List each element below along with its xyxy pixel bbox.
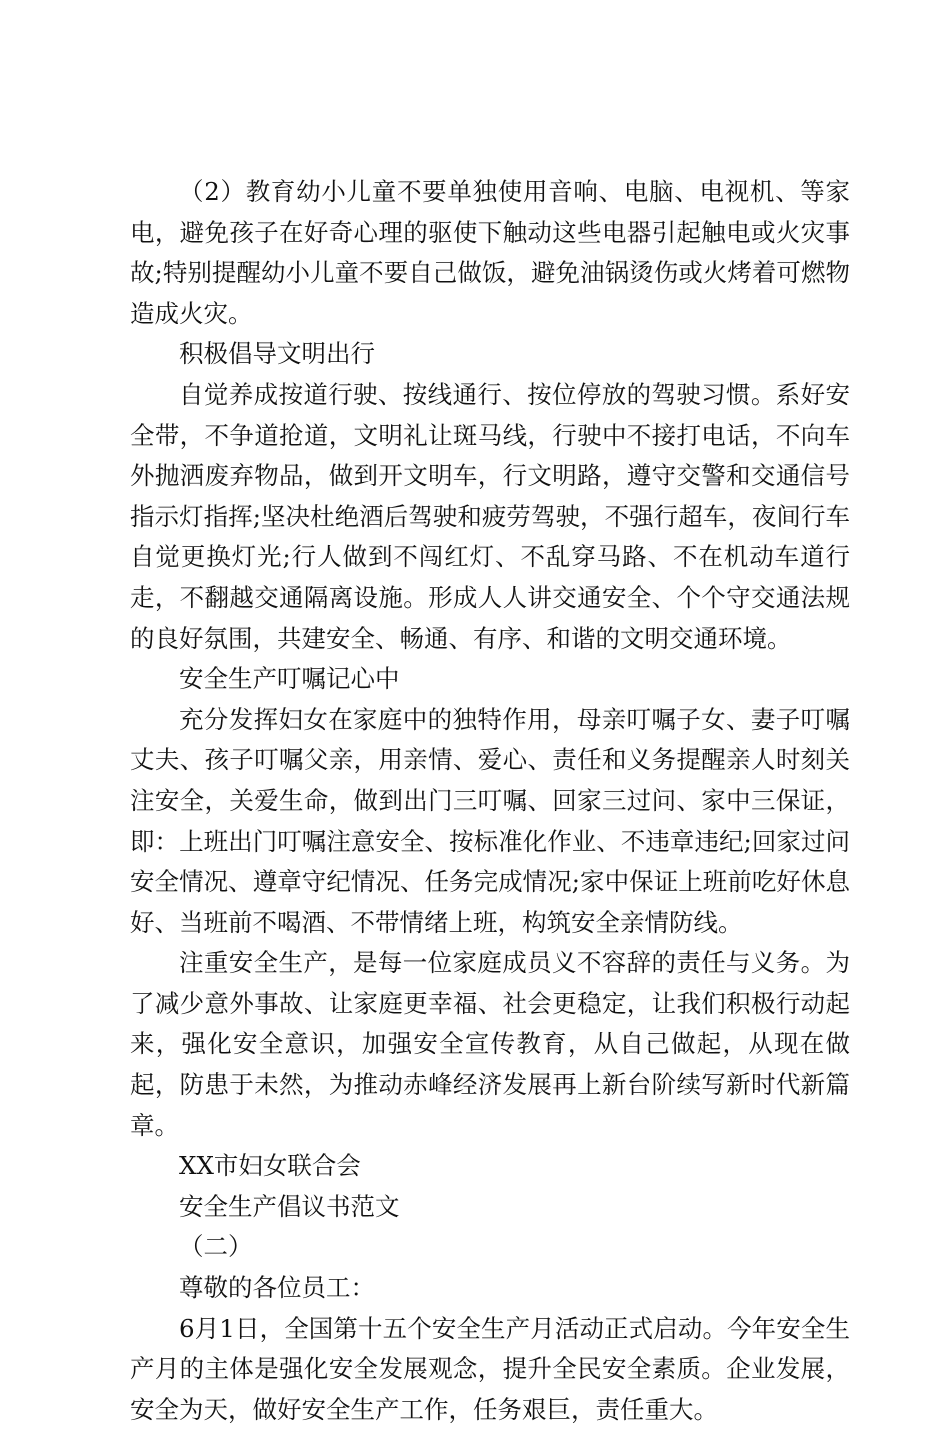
- paragraph-safety-responsibility: 注重安全生产，是每一位家庭成员义不容辞的责任与义务。为了减少意外事故、让家庭更幸福、社会更稳定，让我们积极行动起来，强化安全意识，加强安全宣传教育，从自己做起，从现在做起，防患于未然，为推动赤峰经济发展再上新台阶续写新时代新篇章。: [130, 948, 850, 1140]
- salutation: 尊敬的各位员工：: [179, 1273, 375, 1303]
- heading-civilized-travel: 积极倡导文明出行: [179, 339, 375, 369]
- paragraph-traffic-rules: 自觉养成按道行驶、按线通行、按位停放的驾驶习惯。系好安全带，不争道抢道，文明礼让斑马线，行驶中不接打电话，不向车外抛洒废弃物品，做到开文明车，行文明路，遵守交警和交通信号指示灯指挥;坚决杜绝酒后驾驶和疲劳驾驶，不强行超车，夜间行车自觉更换灯光;行人做到不闯红灯、不乱穿马路、不在机动车道行走，不翻越交通隔离设施。形成人人讲交通安全、个个守交通法规的良好氛围，共建安全、畅通、有序、和谐的文明交通环境。: [130, 379, 850, 653]
- paragraph-child-appliance-safety: （2）教育幼小儿童不要单独使用音响、电脑、电视机、等家电，避免孩子在好奇心理的驱使下触动这些电器引起触电或火灾事故;特别提醒幼小儿童不要自己做饭，避免油锅烫伤或火烤着可燃物造成火灾。: [130, 177, 850, 328]
- document-page: [130, 172, 850, 1430]
- heading-sample-proposal: 安全生产倡议书范文: [179, 1191, 400, 1221]
- paragraph-safety-month: 6月1日，全国第十五个安全生产月活动正式启动。今年安全生产月的主体是强化安全发展观念，提升全民安全素质。企业发展，安全为天，做好安全生产工作，任务艰巨，责任重大。: [130, 1313, 850, 1424]
- heading-safety-reminder: 安全生产叮嘱记心中: [179, 664, 400, 694]
- signature-organization: XX市妇女联合会: [179, 1151, 361, 1181]
- paragraph-family-reminder: 充分发挥妇女在家庭中的独特作用，母亲叮嘱子女、妻子叮嘱丈夫、孩子叮嘱父亲，用亲情、爱心、责任和义务提醒亲人时刻关注安全，关爱生命，做到出门三叮嘱、回家三过问、家中三保证，即：上班出门叮嘱注意安全、按标准化作业、不违章违纪;回家过问安全情况、遵章守纪情况、任务完成情况;家中保证上班前吃好休息好、当班前不喝酒、不带情绪上班，构筑安全亲情防线。: [130, 704, 850, 937]
- heading-part-two: （二）: [179, 1232, 253, 1262]
